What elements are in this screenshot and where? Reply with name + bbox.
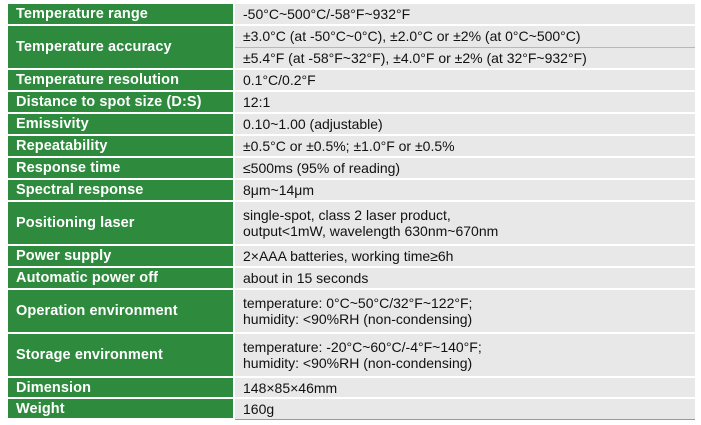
spec-label: Positioning laser (7, 201, 234, 245)
spec-value (234, 135, 696, 157)
spec-value (234, 267, 696, 289)
spec-value (234, 3, 696, 25)
spec-label: Emissivity (7, 113, 234, 135)
spec-value-line: ±0.5°C or ±0.5%; ±1.0°F or ±0.5% (243, 138, 455, 154)
spec-label: Temperature accuracy (7, 25, 234, 69)
spec-value-line: 148×85×46mm (243, 379, 338, 396)
spec-value-line: 0.1°C/0.2°F (243, 72, 316, 88)
spec-value-line: output<1mW, wavelength 630nm~670nm (243, 223, 499, 239)
spec-row-repeatability (7, 135, 696, 157)
spec-value (234, 91, 696, 113)
specification-table (6, 2, 697, 420)
spec-value (234, 113, 696, 135)
spec-row-spectral-response (7, 179, 696, 201)
spec-row-temperature-accuracy (7, 25, 696, 47)
spec-row-temperature-range (7, 3, 696, 25)
spec-row-power-supply (7, 245, 696, 267)
spec-row-response-time (7, 157, 696, 179)
spec-label: Temperature resolution (7, 69, 234, 91)
spec-label: Spectral response (7, 179, 234, 201)
spec-value (234, 179, 696, 201)
spec-label: Weight (7, 398, 234, 419)
spec-label: Repeatability (7, 135, 234, 157)
spec-value (234, 245, 696, 267)
spec-row-storage-environment (7, 333, 696, 377)
spec-row-dimension (7, 377, 696, 398)
spec-row-distance-to-spot (7, 91, 696, 113)
spec-label: Temperature range (7, 3, 234, 25)
spec-value (234, 69, 696, 91)
spec-label: Operation environment (7, 289, 234, 333)
spec-value-line: ≤500ms (95% of reading) (243, 160, 401, 176)
spec-row-positioning-laser (7, 201, 696, 245)
spec-label: Response time (7, 157, 234, 179)
spec-row-automatic-power-off (7, 267, 696, 289)
spec-row-weight (7, 398, 696, 419)
spec-value (234, 289, 696, 333)
spec-label: Automatic power off (7, 267, 234, 289)
spec-value-line: 12:1 (243, 94, 271, 110)
spec-label: Distance to spot size (D:S) (7, 91, 234, 113)
spec-value-line: single-spot, class 2 laser product, (243, 207, 451, 223)
spec-value-line: temperature: 0°C~50°C/32°F~122°F; (243, 295, 473, 311)
spec-value-line: 0.10~1.00 (adjustable) (243, 116, 383, 132)
spec-value (234, 377, 696, 398)
spec-value (234, 201, 696, 245)
spec-label: Power supply (7, 245, 234, 267)
spec-value-line: ±3.0°C (at -50°C~0°C), ±2.0°C or ±2% (at 0°C~500°C) (243, 28, 581, 45)
spec-value (234, 157, 696, 179)
spec-value-line: -50°C~500°C/-58°F~932°F (243, 6, 411, 22)
spec-value-line: about in 15 seconds (243, 270, 369, 286)
spec-row-operation-environment (7, 289, 696, 333)
spec-label: Dimension (7, 377, 234, 398)
spec-value (234, 333, 696, 377)
spec-value-line: 8μm~14μm (243, 182, 314, 198)
spec-value-line: 160g (243, 400, 275, 417)
spec-value-line: ±5.4°F (at -58°F~32°F), ±4.0°F or ±2% (at 32°F~932°F) (243, 49, 587, 66)
spec-row-temperature-resolution (7, 69, 696, 91)
spec-label: Storage environment (7, 333, 234, 377)
spec-value-line: humidity: <90%RH (non-condensing) (243, 355, 473, 371)
spec-value-line: humidity: <90%RH (non-condensing) (243, 311, 473, 327)
spec-value-line: temperature: -20°C~60°C/-4°F~140°F; (243, 339, 482, 355)
spec-value (234, 398, 696, 419)
spec-value (234, 25, 696, 47)
spec-value (234, 47, 696, 69)
spec-value-line: 2×AAA batteries, working time≥6h (243, 248, 454, 264)
spec-row-emissivity (7, 113, 696, 135)
